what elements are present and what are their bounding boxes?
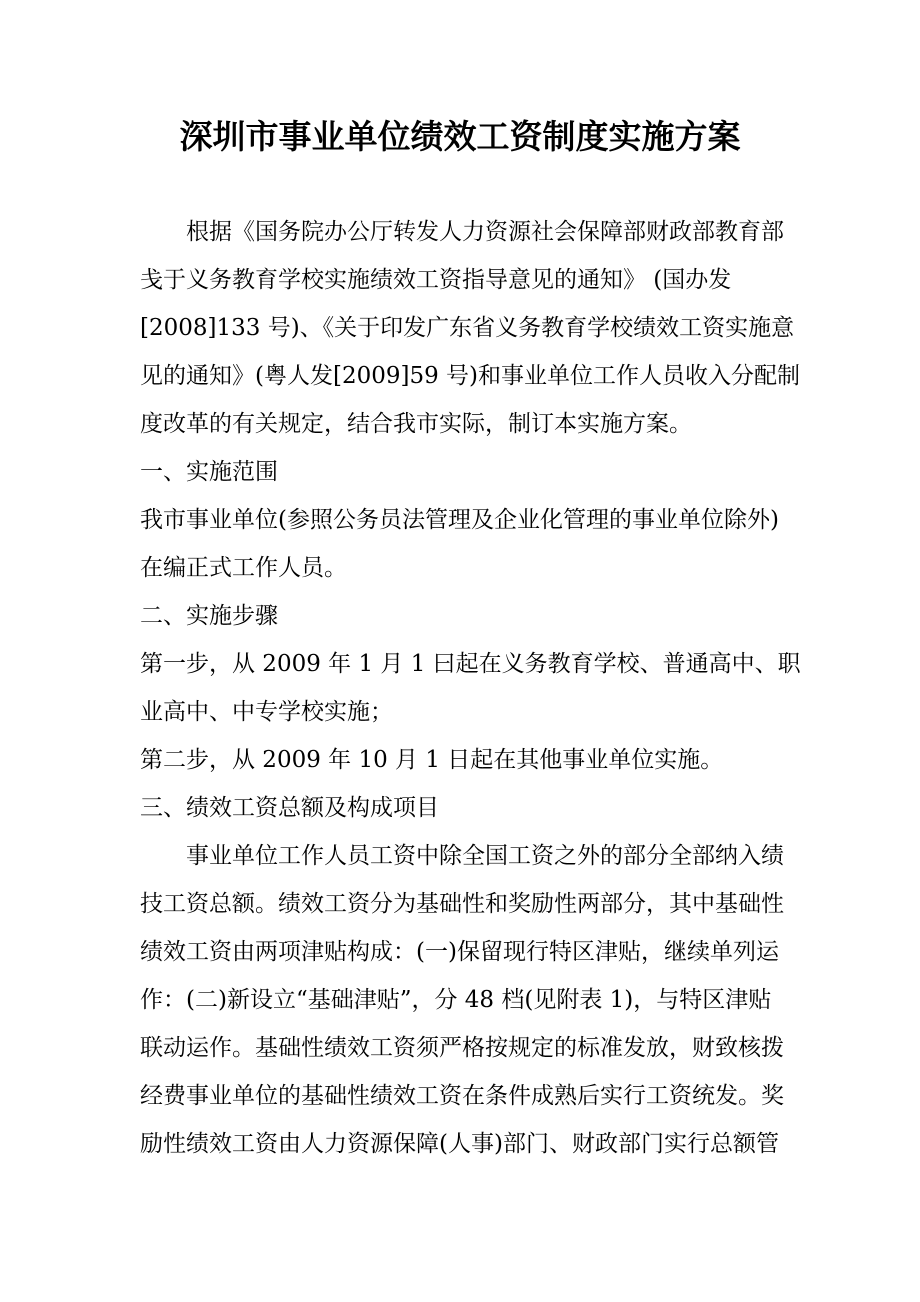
body-line: 我市事业单位(参照公务员法管理及企业化管理的事业单位除外) [140, 507, 779, 533]
body-line: [2008]133 号)、《关于印发广东省义务教育学校绩效工资实施意 [140, 315, 795, 341]
body-line: 励性绩效工资由人力资源保障(人事)部门、财政部门实行总额管 [140, 1131, 779, 1157]
body-line: 见的通知》(粤人发[2009]59 号)和事业单位工作人员收入分配制 [140, 363, 801, 389]
body-line: 业高中、中专学校实施； [140, 699, 393, 725]
document-title: 深圳市事业单位绩效工资制度实施方案 [179, 117, 741, 156]
body-line: 联动运作。基础性绩效工资须严格按规定的标准发放，财致核拨 [140, 1035, 784, 1061]
body-line: 作：(二)新设立“基础津贴”，分 48 档(见附表 1)，与特区津贴 [140, 987, 772, 1013]
body-line: 根据《国务院办公厅转发人力资源社会保障部财政部教育部 [186, 219, 784, 245]
body-line: 第一步，从 2009 年 1 月 1 曰起在义务教育学校、普通高中、职 [140, 651, 801, 677]
body-line: 技工资总额。绩效工资分为基础性和奖励性两部分，其中基础性 [140, 891, 784, 917]
body-line: 绩效工资由两项津贴构成：(一)保留现行特区津贴，继续单列运 [140, 939, 779, 965]
section-heading-2: 二、实施步骤 [140, 603, 278, 629]
body-line: 戋于义务教育学校实施绩效工资指导意见的通知》 (国办发 [140, 267, 732, 293]
body-line: 在编正式工作人员。 [140, 555, 347, 581]
body-line: 经费事业单位的基础性绩效工资在条件成熟后实行工资统发。奖 [140, 1083, 784, 1109]
body-line: 事业单位工作人员工资中除全国工资之外的部分全部纳入绩 [186, 843, 784, 869]
section-heading-3: 三、绩效工资总额及构成项目 [140, 795, 439, 821]
body-line: 第二步，从 2009 年 10 月 1 日起在其他事业单位实施。 [140, 747, 724, 773]
section-heading-1: 一、实施范围 [140, 459, 278, 485]
body-line: 度改革的有关规定，结合我市实际，制订本实施方案。 [140, 411, 692, 437]
